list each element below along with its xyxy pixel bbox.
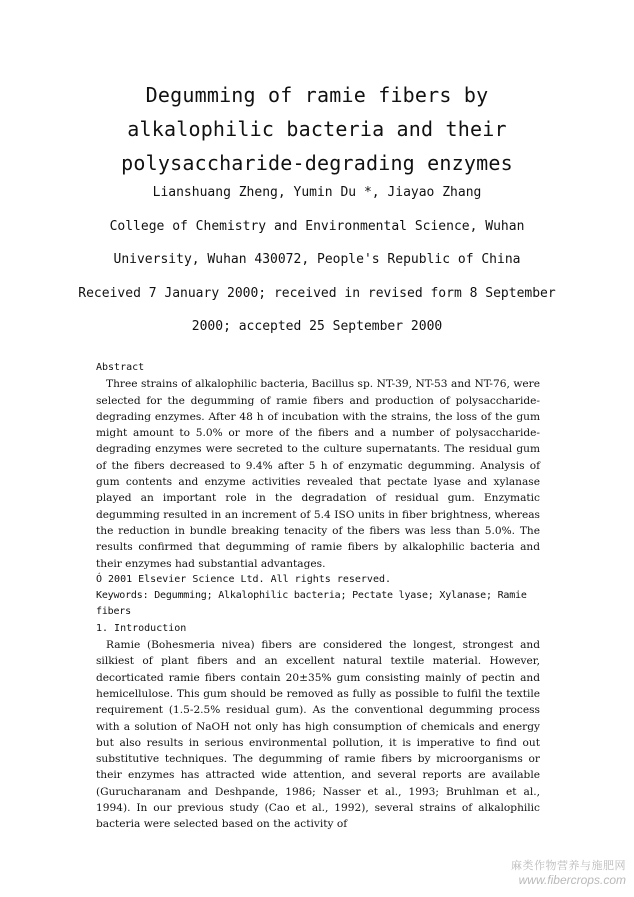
abstract-text: Three strains of alkalophilic bacteria, Bacillus sp. NT-39, NT-53 and NT-76, were selected for the degumming of ramie fibers and production of polysaccharide-degrading enzymes. After 48 h of incubation with the strains, the loss of the gum might amount to 5.0% or more of the fibers and a number of polysaccharide-degrading enzymes were secreted to the culture supernatants. The residual gum of the fibers decreased to 9.4% after 5 h of enzymatic degumming. Analysis of gum contents and enzyme activities revealed that pectate lyase and xylanase played an important role in the degradation of residual gum. Enzymatic degumming resulted in an increment of 5.4 ISO units in fiber brightness, whereas the reduction in bundle breaking tenacity of the fibers was less than 5.0%. The results confirmed that degumming of ramie fibers by alkalophilic bacteria and their enzymes had substantial advantages. (96, 378, 540, 570)
keywords-line: Keywords: Degumming; Alkalophilic bacteria; Pectate lyase; Xylanase; Ramie fibers (96, 590, 527, 618)
intro-text: Ramie (Bohesmeria nivea) fibers are considered the longest, strongest and silkiest of plant fibers and an excellent natural textile material. However, decorticated ramie fibers contain 20±35% gum consisting mainly of pectin and hemicellulose. This gum should be removed as fully as possible to fulfil the textile requirement (1.5-2.5% residual gum). As the conventional degumming process with a solution of NaOH not only has high consumption of chemicals and energy but also results in serious environmental pollution, it is imperative to find out substitutive techniques. The degumming of ramie fibers by microorganisms or their enzymes has attracted wide attention, and several reports are available (Gurucharanam and Deshpande, 1986; Nasser et al., 1993; Bruhlman et al., 1994). In our previous study (Cao et al., 1992), several strains of alkalophilic bacteria were selected based on the activity of (96, 639, 540, 831)
affiliation-line: College of Chemistry and Environmental Science, Wuhan (109, 219, 525, 234)
authors: Lianshuang Zheng, Yumin Du *, Jiayao Zhang (152, 185, 482, 200)
paper-title (60, 78, 574, 180)
title-line: Degumming of ramie fibers by (145, 83, 489, 107)
abstract-heading: Abstract (96, 362, 145, 373)
watermark-url: www.fibercrops.com (518, 873, 626, 887)
section-heading: 1. Introduction (96, 622, 187, 634)
watermark (511, 859, 626, 887)
title-line: polysaccharide-degrading enzymes (121, 151, 513, 175)
dates-line: 2000; accepted 25 September 2000 (191, 319, 443, 334)
title-line: alkalophilic bacteria and their (127, 117, 507, 141)
copyright-line: Ó 2001 Elsevier Science Ltd. All rights reserved. (96, 573, 392, 585)
affiliation-line: University, Wuhan 430072, People's Republic of China (113, 252, 521, 267)
paper-body (96, 360, 540, 833)
watermark-text: 麻类作物营养与施肥网 (511, 860, 626, 872)
dates-line: Received 7 January 2000; received in revised form 8 September (78, 286, 556, 301)
